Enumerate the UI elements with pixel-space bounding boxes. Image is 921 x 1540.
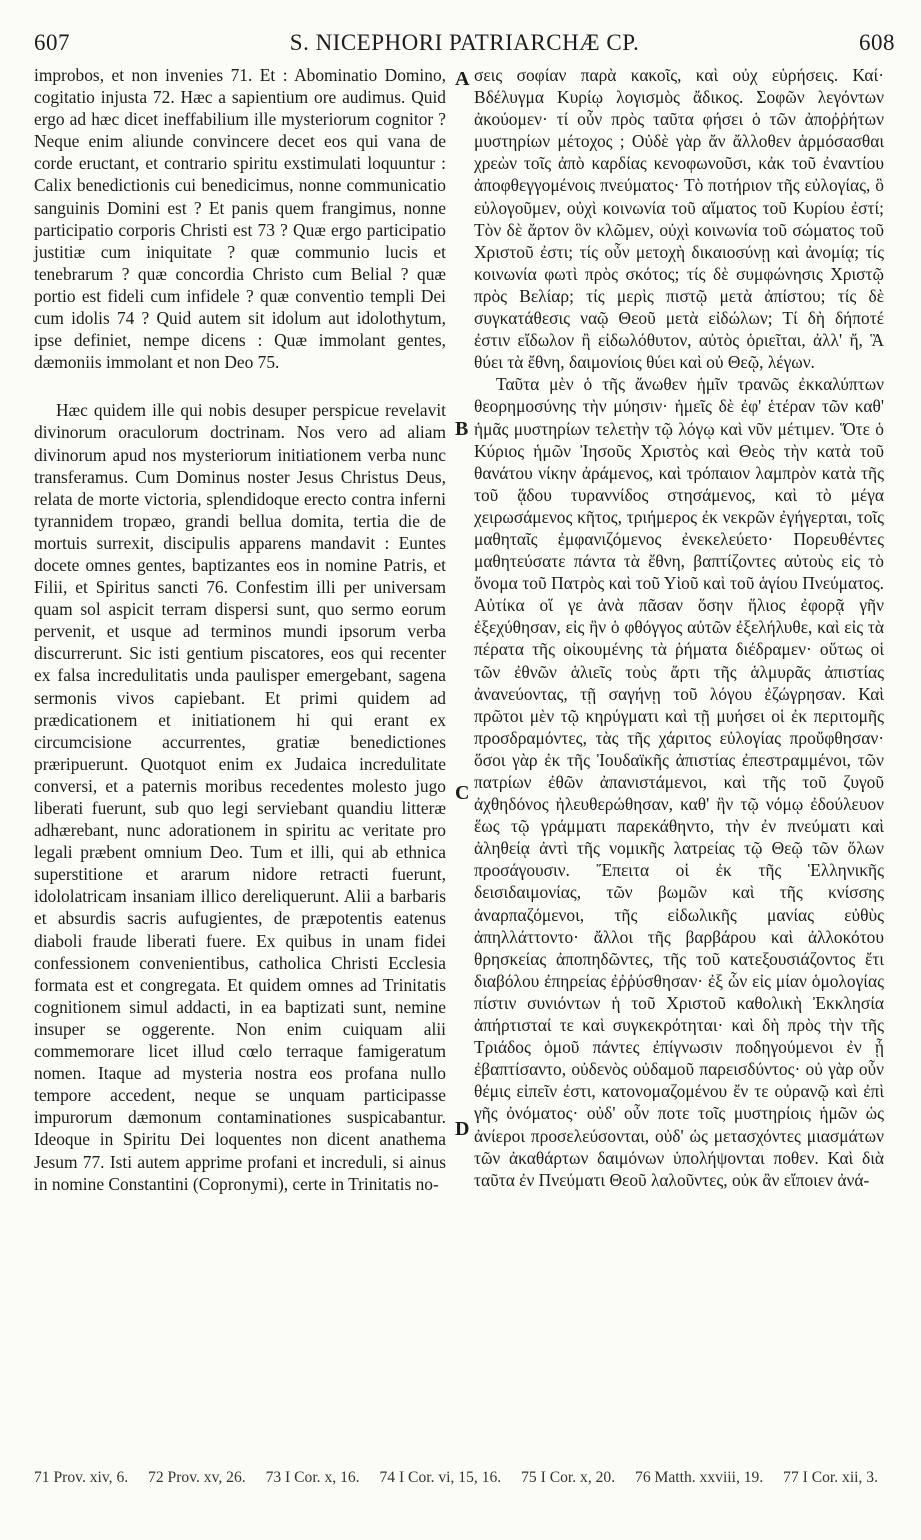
footnote: 71 Prov. xiv, 6. [34, 1469, 129, 1486]
greek-column [474, 64, 884, 1191]
running-title: S. NICEPHORI PATRIARCHÆ CP. [289, 30, 640, 55]
footnote: 77 I Cor. xii, 3. [783, 1469, 879, 1486]
footnote: 74 I Cor. vi, 15, 16. [379, 1469, 502, 1486]
latin-paragraph-2: Hæc quidem ille qui nobis desuper perspicue revelavit divinorum oraculorum doctrinam. Nos vero ad aliam divinorum apud nos mysteriorum initiationem verba nunc transferamus. Cum Dominus noster Jesus Christus Deus, relata de morte victoria, splendidoque erecto contra inferni tyrannidem tropæo, grandi bellua domita, tertia die de mortuis surrexit, discipulis apparens mandavit : Euntes docete omnes gentes, baptizantes eos in nomine Patris, et Filii, et Spiritus sancti 76. Confestim illi per universam quam sol aspicit terram dispersi sunt, quo sermo eorum pervenit, et usque ad terminos mundi ipsorum verba discurrerunt. Sic isti gentium piscatores, eos qui recenter ex falsa incredulitatis unda paulisper emergebant, sagena sermonis vivos capiebant. Et primi quidem ad prædicationem et initiationem hi qui erant ex circumcisione accurrentes, gratiæ benedictiones præripuerunt. Quotquot enim ex Judaica incredulitate conversi, et a paternis moribus recedentes molesto jugo liberati fuerunt, sub quo legi serviebant quandiu litteræ adhærebant, nunc adorationem in spiritu ac veritate pro legali præbent omnium Deo. Tum et illi, qui ab ethnica superstitione et ararum nidore retracti fuerunt, idololatricam insaniam illico dereliquerunt. Alii a barbaris et absurdis sacris aufugientes, de præpotentis eatenus diaboli fraude liberati fuere. Ex quibus in unam fidei confessionem convenientibus, catholica Christi Ecclesia formata est et congregata. Et quidem omnes ad Trinitatis cognitionem simul addacti, in ea baptizati sunt, nemine insuper se oggerente. Non enim cuiquam alii commemorare licet illud cœlo terraque famigeratum nomen. Itaque ad mysteria nostra eos profana nullo tempore accedent, neque se unquam participasse impurorum dæmonum contaminationes suspicabantur. Ideoque in Spiritu Dei loquentes non dicent anathema Jesum 77. Isti autem apprime profani et increduli, si ainus in nomine Constantini (Copronymi), certe in Trinitatis no- [34, 400, 446, 1194]
latin-paragraph-1: improbos, et non invenies 71. Et : Abominatio Domino, cogitatio injusta 72. Hæc a sapientium ore audimus. Quid ergo ad hæc dicet ineffabilium ille mysteriorum cognitor ? Neque enim aliunde convincere decet eos qui vana de corde eructant, et contrario spiritu exstimulati loquuntur : Calix benedictionis cui benedicimus, nonne communicatio sanguinis Domini est ? Et panis quem frangimus, nonne participatio corporis Christi est 73 ? Quæ ergo participatio justitiæ cum iniquitate ? quæ communio lucis et tenebrarum ? quæ concordia Christo cum Belial ? quæ portio est fideli cum infidele ? quæ conventio templi Dei cum idolis 74 ? Quid autem sit idolum aut idolothytum, ipse definiet, nempe dicens : Quæ immolant gentes, dæmoniis immolant et non Deo 75. [34, 65, 446, 373]
page-number-right: 608 [859, 30, 895, 55]
margin-letter-d: D [455, 1118, 470, 1140]
footnote: 72 Prov. xv, 26. [148, 1469, 246, 1486]
footnote: 73 I Cor. x, 16. [265, 1469, 360, 1486]
footnote: 76 Matth. xxviii, 19. [635, 1469, 764, 1486]
greek-paragraph-1: σεις σοφίαν παρὰ κακοῖς, καὶ οὐχ εὑρήσεις. Καί· Βδέλυγμα Κυρίῳ λογισμὸς ἄδικος. Σοφῶν λεγόντων ἀκούομεν· τί οὖν πρὸς ταῦτα φήσει ὁ τῶν ἀποῤῥήτων μυστηρίων μέτοχος ; Οὐδὲ γὰρ ἄν ἄλλοθεν ἁρμόσασθαι χρεὼν τοῖς ἀπὸ καρδίας κενοφωνοῦσι, κἀκ τοῦ ἐναντίου ἀποφθεγγομένοις πνεύματος· Τὸ ποτήριον τῆς εὐλογίας, ὃ εὐλογοῦμεν, οὐχὶ κοινωνία τοῦ αἵματος τοῦ Κυρίου ἐστί; Τὸν δὲ ἄρτον ὃν κλῶμεν, οὐχὶ κοινωνία τοῦ σώματος τοῦ Χριστοῦ ἐστι; τίς οὖν μετοχὴ δικαιοσύνῃ καὶ ἀνομίᾳ; τίς κοινωνία φωτὶ πρὸς σκότος; τίς δὲ συμφώνησις Χριστῷ πρὸς Βελίαρ; τίς μερὶς πιστῷ μετὰ ἀπίστου; τίς δὲ συγκατάθεσις ναῷ Θεοῦ μετὰ εἰδώλων; Τί δὴ δήποτέ ἐστιν εἴδωλον ἢ εἰδωλόθυτον, αὐτὸς ὁριεῖται, ἀλλ' ἤ, Ἃ θύει τὰ ἔθνη, δαιμονίοις θύει καὶ οὐ Θεῷ, λέγων. [474, 65, 884, 373]
latin-column [34, 64, 446, 1195]
margin-letter-c: C [455, 782, 470, 804]
footnote: 75 I Cor. x, 20. [521, 1469, 616, 1486]
running-header [34, 30, 895, 60]
footnotes [34, 1467, 894, 1489]
margin-letter-a: A [455, 68, 470, 90]
page-number-left: 607 [34, 30, 70, 55]
margin-letter-b: B [455, 418, 469, 440]
greek-paragraph-2: Ταῦτα μὲν ὁ τῆς ἄνωθεν ἡμῖν τρανῶς ἐκκαλύπτων θεορημοσύνης τὴν μύησιν· ἡμεῖς δὲ ἐφ' ἑτέραν τῶν καθ' ἡμᾶς μυστηρίων τελετὴν τῷ λόγῳ καὶ νῦν μέτιμεν. Ὅτε ὁ Κύριος ἡμῶν Ἰησοῦς Χριστὸς καὶ Θεὸς τὴν κατὰ τοῦ θανάτου νίκην ἀράμενος, καὶ τρόπαιον λαμπρὸν κατὰ τῆς τοῦ ᾅδου τυραννίδος στησάμενος, καὶ τὸ μέγα χειρωσάμενος κῆτος, τριήμερος ἐκ νεκρῶν ἐγήγερται, τοῖς μαθηταῖς ἐμφανιζόμενος ἐνεκελεύετο· Πορευθέντες μαθητεύσατε πάντα τὰ ἔθνη, βαπτίζοντες αὐτοὺς εἰς τὸ ὄνομα τοῦ Πατρὸς καὶ τοῦ Υἱοῦ καὶ τοῦ ἁγίου Πνεύματος. Αὐτίκα οἵ γε ἀνὰ πᾶσαν ὅσην ἥλιος ἐφορᾷ γῆν ἐξεχύθησαν, εἰς ἣν ὁ φθόγγος αὐτῶν ἐξελήλυθε, καὶ εἰς τὰ πέρατα τῆς οἰκουμένης τὰ ῥήματα διέδραμεν· οὕτως οἱ τῶν ἐθνῶν ἁλιεῖς τοὺς ἄρτι τῆς ἁλμυρᾶς ἀπιστίας ἀνανεύοντας, τῇ σαγήνῃ τοῦ λόγου ἐζώγρησαν. Καὶ πρῶτοι μὲν τῷ κηρύγματι καὶ τῇ μυήσει οἱ ἐκ περιτομῆς προσδραμόντες, τὰς τῆς χάριτος εὐλογίας προὔφθησαν· ὅσοι γὰρ ἐκ τῆς Ἰουδαϊκῆς ἀπιστίας ἐπεστραμμένοι, τῶν πατρίων ἐθῶν ἀπανιστάμενοι, καὶ τῆς τοῦ ζυγοῦ ἀχθηδόνος ἠλευθερώθησαν, καθ' ἣν τῷ νόμῳ ἐδούλευον ἕως τῷ γράμματι παρεκάθηντο, τὴν ἐν πνεύματι καὶ ἀληθείᾳ ἀντὶ τῆς νομικῆς λατρείας τῷ Θεῷ τῶν ὅλων προσάγουσιν. Ἔπειτα οἱ ἐκ τῆς Ἑλληνικῆς δεισιδαιμονίας, τῶν βωμῶν καὶ τῆς κνίσσης ἀναρπαζόμενοι, τῆς εἰδωλικῆς μανίας εὐθὺς ἀπηλλάττοντο· ἄλλοι τῆς βαρβάρου καὶ ἀλλοκότου θρησκείας ἀποπηδῶντες, τῆς τοῦ κατεξουσιάζοντος ἔτι διαβόλου ἐπηρείας ἐῤῥύσθησαν· ἐξ ὧν εἰς μίαν ὁμολογίας πίστιν συνιόντων ἡ τοῦ Χριστοῦ καθολικὴ Ἐκκλησία ἀπήρτισταί τε καὶ συγκεκρότηται· καὶ δὴ πρὸς τὴν τῆς Τριάδος ὁμοῦ πάντες ἐπίγνωσιν ποδηγούμενοι ἐν ᾗ ἐβαπτίσαντο, οὐδενὸς οὐδαμοῦ παρεισδύντος· οὐ γὰρ οὖν θέμις εἰπεῖν ἐστι, κατονομαζομένου ἔν τε οὐρανῷ καὶ ἐπὶ γῆς ὀνόματος· οὐδ' οὖν ποτε τοῖς μυστηρίοις ἡμῶν ὡς ἀνίεροι προσελεύσονται, οὐδ' ὡς μετασχόντες μιασμάτων τῶν ἀκαθάρτων δαιμόνων ὑπολήψονται ποθεν. Καὶ διὰ ταῦτα ἐν Πνεύματι Θεοῦ λαλοῦντες, οὐκ ἂν εἴποιεν ἀνά- [474, 374, 884, 1190]
